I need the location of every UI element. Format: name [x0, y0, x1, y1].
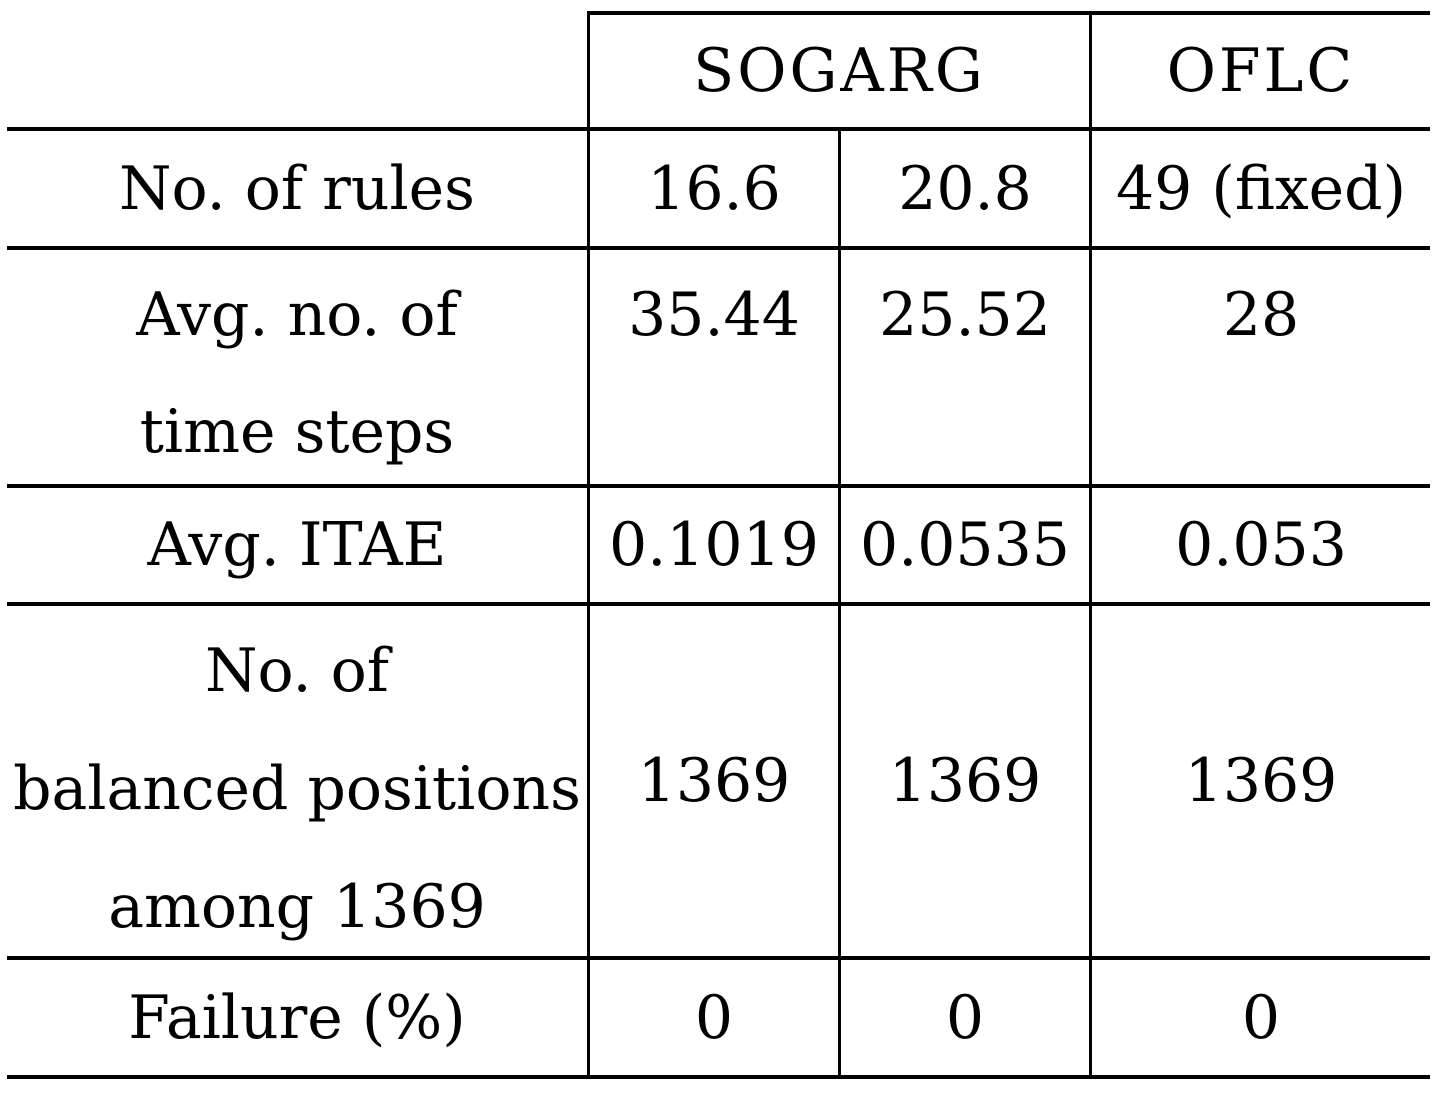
row-balanced-sogarg-1 [590, 606, 838, 956]
row-itae-oflc [1092, 488, 1430, 602]
cell-value: 35.44 [628, 280, 800, 350]
row-failure-label-text: Failure (%) [128, 982, 466, 1053]
row-balanced-label-line-1: No. of [204, 636, 390, 706]
header-oflc-text: OFLC [1166, 36, 1356, 106]
row-rules-sogarg-2 [841, 131, 1089, 246]
cell-value: 0 [694, 982, 734, 1053]
row-rules-label [7, 131, 587, 246]
cell-value: 1369 [637, 746, 791, 816]
row-balanced-label [7, 606, 587, 956]
cell-value: 0 [945, 982, 985, 1053]
cell-value: 1369 [1184, 746, 1338, 816]
row-failure-oflc [1092, 960, 1430, 1075]
cell-value: 20.8 [898, 153, 1032, 224]
cell-value: 1369 [888, 746, 1042, 816]
header-sogarg [590, 15, 1089, 127]
row-itae-label [7, 488, 587, 602]
row-balanced-label-line-2: balanced positions [13, 754, 581, 824]
cell-value: 0.1019 [609, 510, 819, 580]
cell-value: 0 [1241, 982, 1281, 1053]
row-failure-sogarg-1 [590, 960, 838, 1075]
row-time-steps-label-line-2: time steps [139, 397, 455, 467]
row-balanced-sogarg-2 [841, 606, 1089, 956]
row-itae-sogarg-2 [841, 488, 1089, 602]
header-oflc [1092, 15, 1430, 127]
cell-value: 0.0535 [860, 510, 1070, 580]
row-time-steps-oflc [1092, 250, 1430, 484]
cell-value: 28 [1222, 280, 1300, 350]
row-itae-sogarg-1 [590, 488, 838, 602]
row-time-steps-label-line-1: Avg. no. of [136, 280, 458, 350]
rule-bottom [7, 1075, 1430, 1079]
row-balanced-oflc [1092, 606, 1430, 956]
row-time-steps-label [7, 250, 587, 484]
row-itae-label-text: Avg. ITAE [147, 510, 447, 580]
row-rules-label-text: No. of rules [119, 153, 475, 224]
cell-value: 0.053 [1175, 510, 1347, 580]
cell-value: 25.52 [879, 280, 1051, 350]
cell-value: 16.6 [647, 153, 781, 224]
row-time-steps-sogarg-1 [590, 250, 838, 484]
row-rules-sogarg-1 [590, 131, 838, 246]
row-failure-sogarg-2 [841, 960, 1089, 1075]
row-rules-oflc [1092, 131, 1430, 246]
cell-value: 49 (fixed) [1115, 153, 1406, 224]
header-sogarg-text: SOGARG [693, 36, 986, 106]
row-balanced-label-line-3: among 1369 [108, 872, 486, 942]
row-failure-label [7, 960, 587, 1075]
row-time-steps-sogarg-2 [841, 250, 1089, 484]
